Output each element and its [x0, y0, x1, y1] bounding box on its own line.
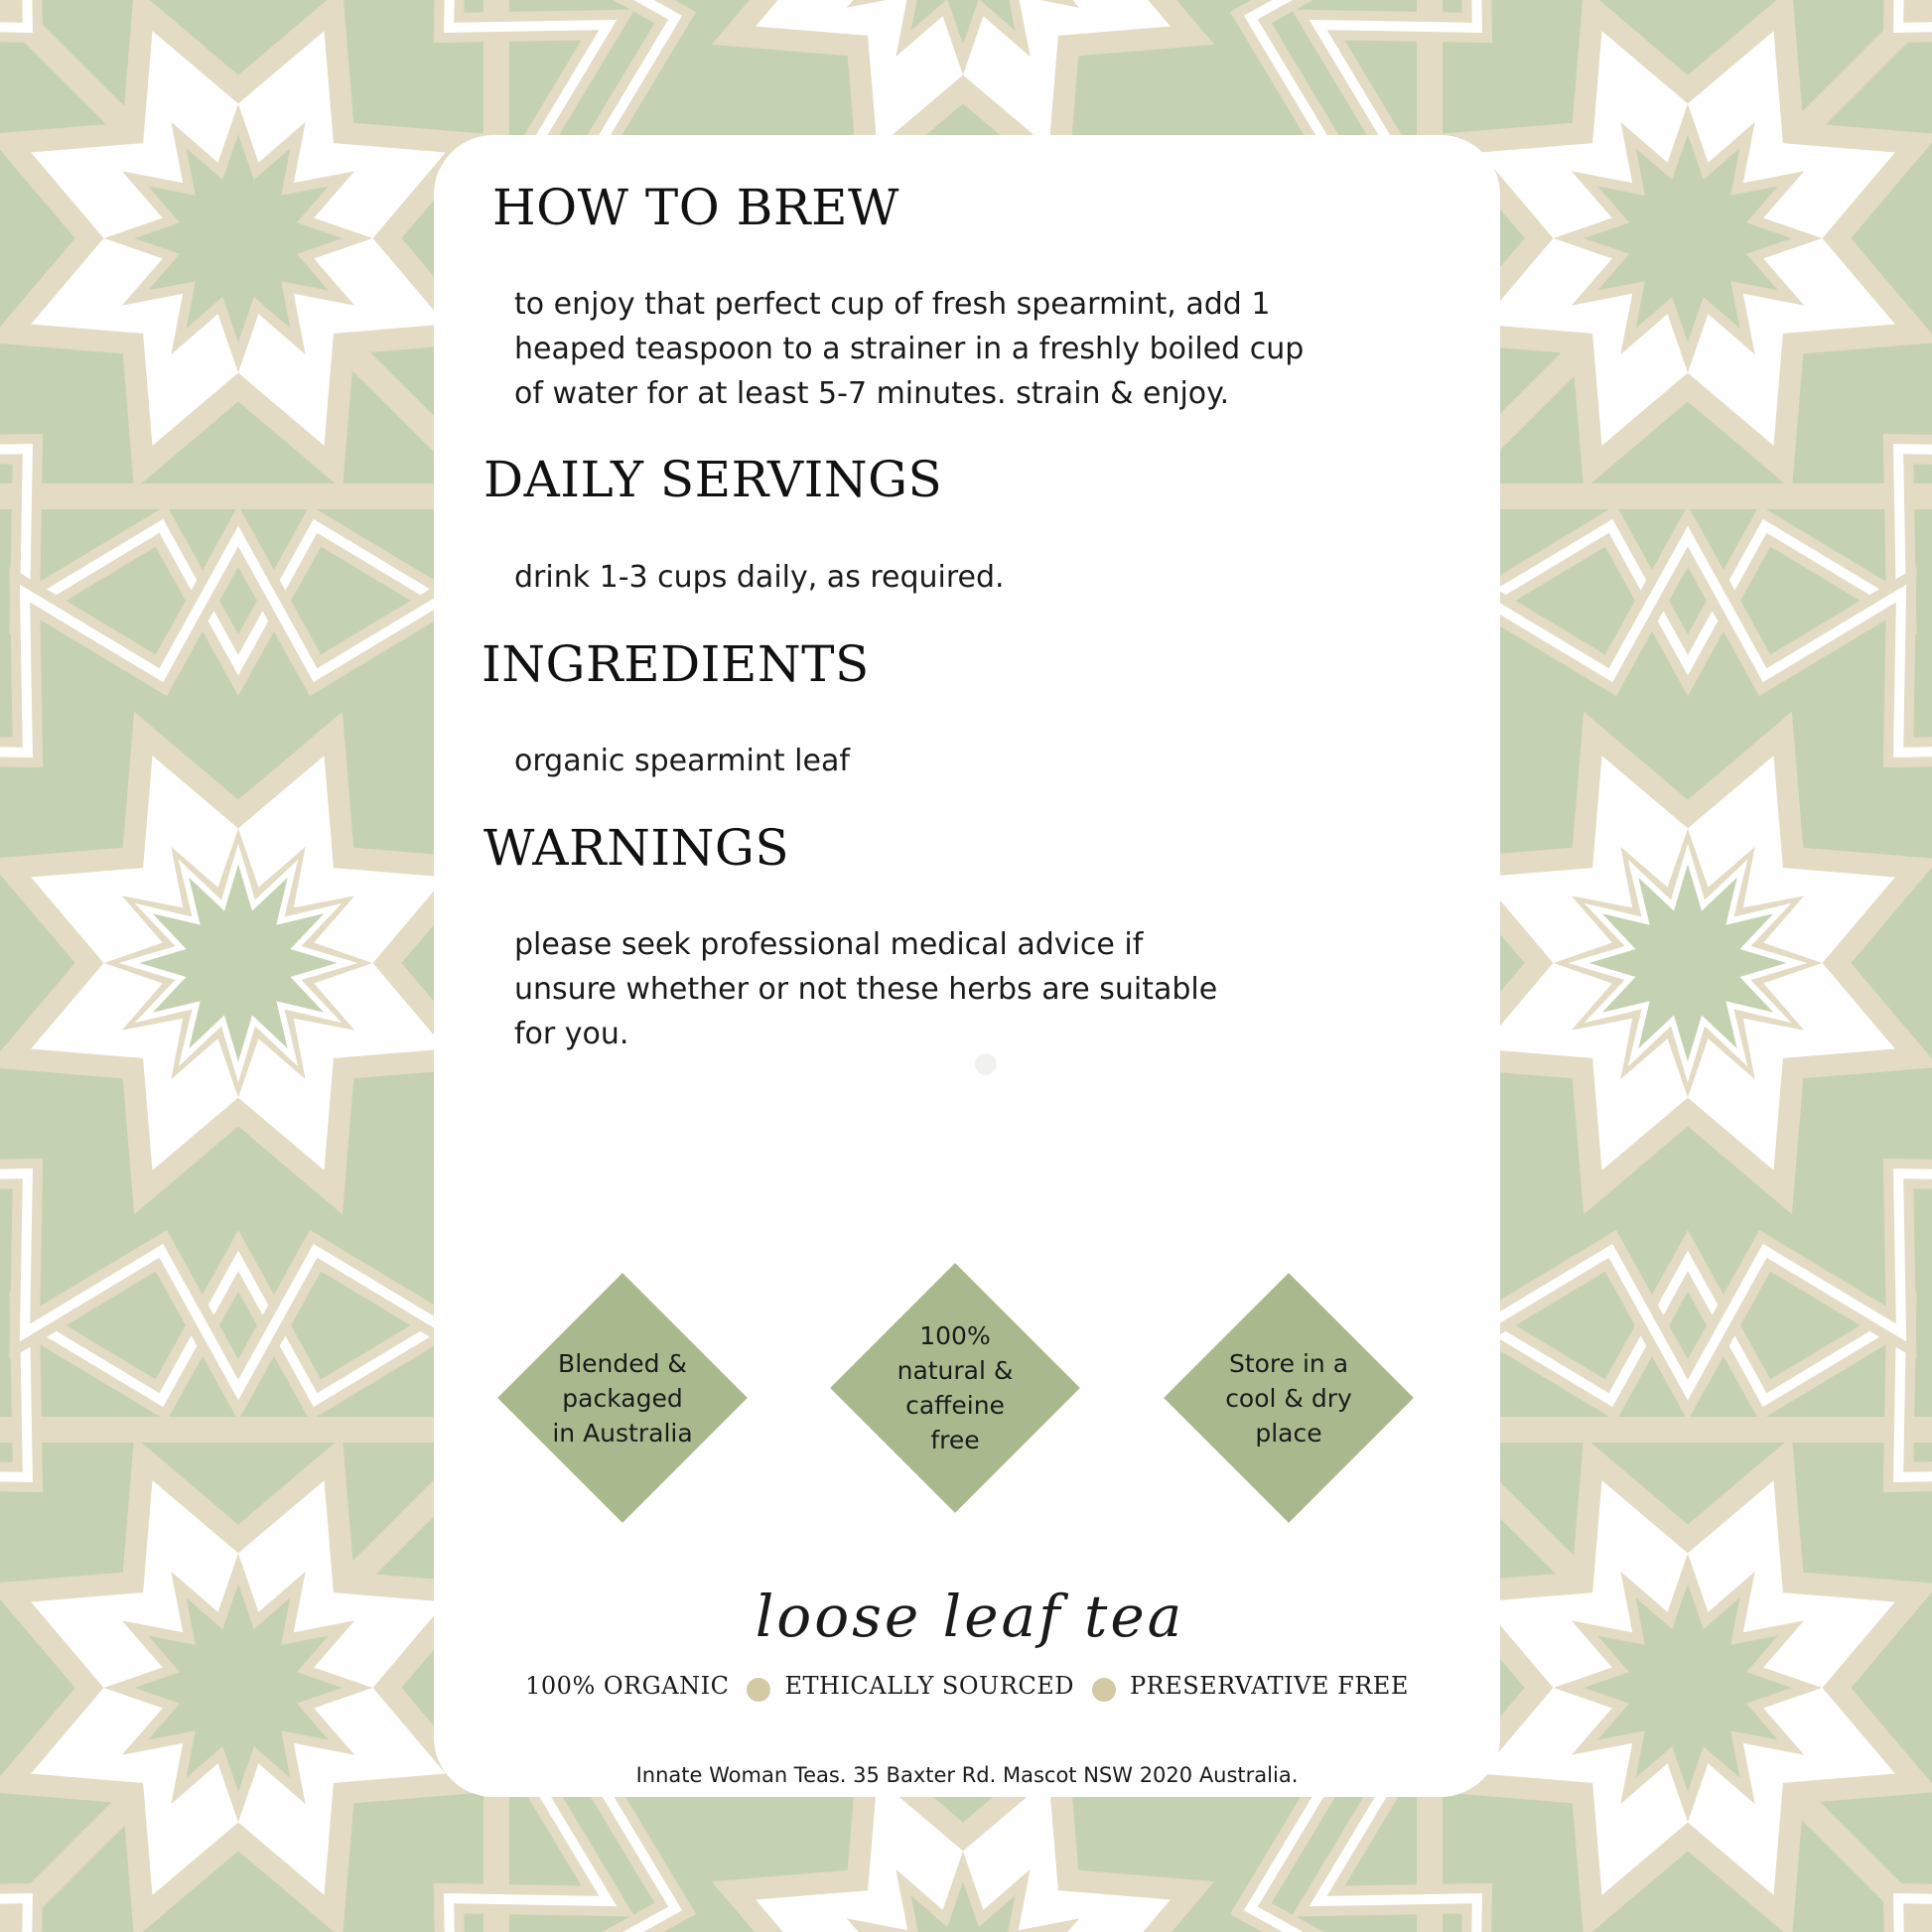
badge-label: Store in a cool & dry place: [1225, 1348, 1352, 1448]
warnings-line: please seek professional medical advice if: [514, 927, 1144, 962]
how-to-brew-text: [514, 282, 1304, 416]
daily-servings-heading: DAILY SERVINGS: [483, 451, 943, 508]
how-to-brew-line: of water for at least 5-7 minutes. strain & enjoy.: [514, 376, 1230, 411]
company-address: Innate Woman Teas. 35 Baxter Rd. Mascot NSW 2020 Australia.: [635, 1763, 1299, 1787]
how-to-brew-heading: HOW TO BREW: [492, 179, 899, 236]
product-info-card: [434, 135, 1500, 1797]
ingredients-text: [514, 739, 850, 783]
script-tagline: loose leaf tea: [755, 1583, 1185, 1650]
badge-storage: [1165, 1274, 1413, 1522]
badge-made-in-australia: [498, 1274, 747, 1522]
feature-preservative: PRESERVATIVE FREE: [1129, 1672, 1409, 1700]
daily-servings-line: drink 1-3 cups daily, as required.: [514, 560, 1005, 595]
how-to-brew-line: heaped teaspoon to a strainer in a freshly boiled cup: [514, 332, 1305, 366]
decorative-dot: [975, 1053, 997, 1075]
warnings-heading: WARNINGS: [483, 819, 790, 877]
features-row: [434, 1672, 1500, 1700]
how-to-brew-line: to enjoy that perfect cup of fresh spearmint, add 1: [514, 287, 1271, 322]
ingredients-heading: INGREDIENTS: [482, 635, 870, 693]
feature-separator-dot: [747, 1678, 770, 1702]
warnings-line: unsure whether or not these herbs are suitable: [514, 972, 1218, 1007]
warnings-line: for you.: [514, 1017, 629, 1051]
badge-natural-caffeine-free: [831, 1264, 1079, 1512]
badge-label: Blended & packaged in Australia: [552, 1348, 693, 1448]
badge-label: 100% natural & caffeine free: [897, 1321, 1014, 1454]
feature-separator-dot: [1092, 1678, 1116, 1702]
feature-ethical: ETHICALLY SOURCED: [784, 1672, 1074, 1700]
warnings-text: [514, 922, 1217, 1056]
feature-organic: 100% ORGANIC: [525, 1672, 730, 1700]
ingredients-line: organic spearmint leaf: [514, 744, 850, 778]
loose-leaf-tea-script-logo: [702, 1557, 1238, 1676]
daily-servings-text: [514, 555, 1005, 600]
